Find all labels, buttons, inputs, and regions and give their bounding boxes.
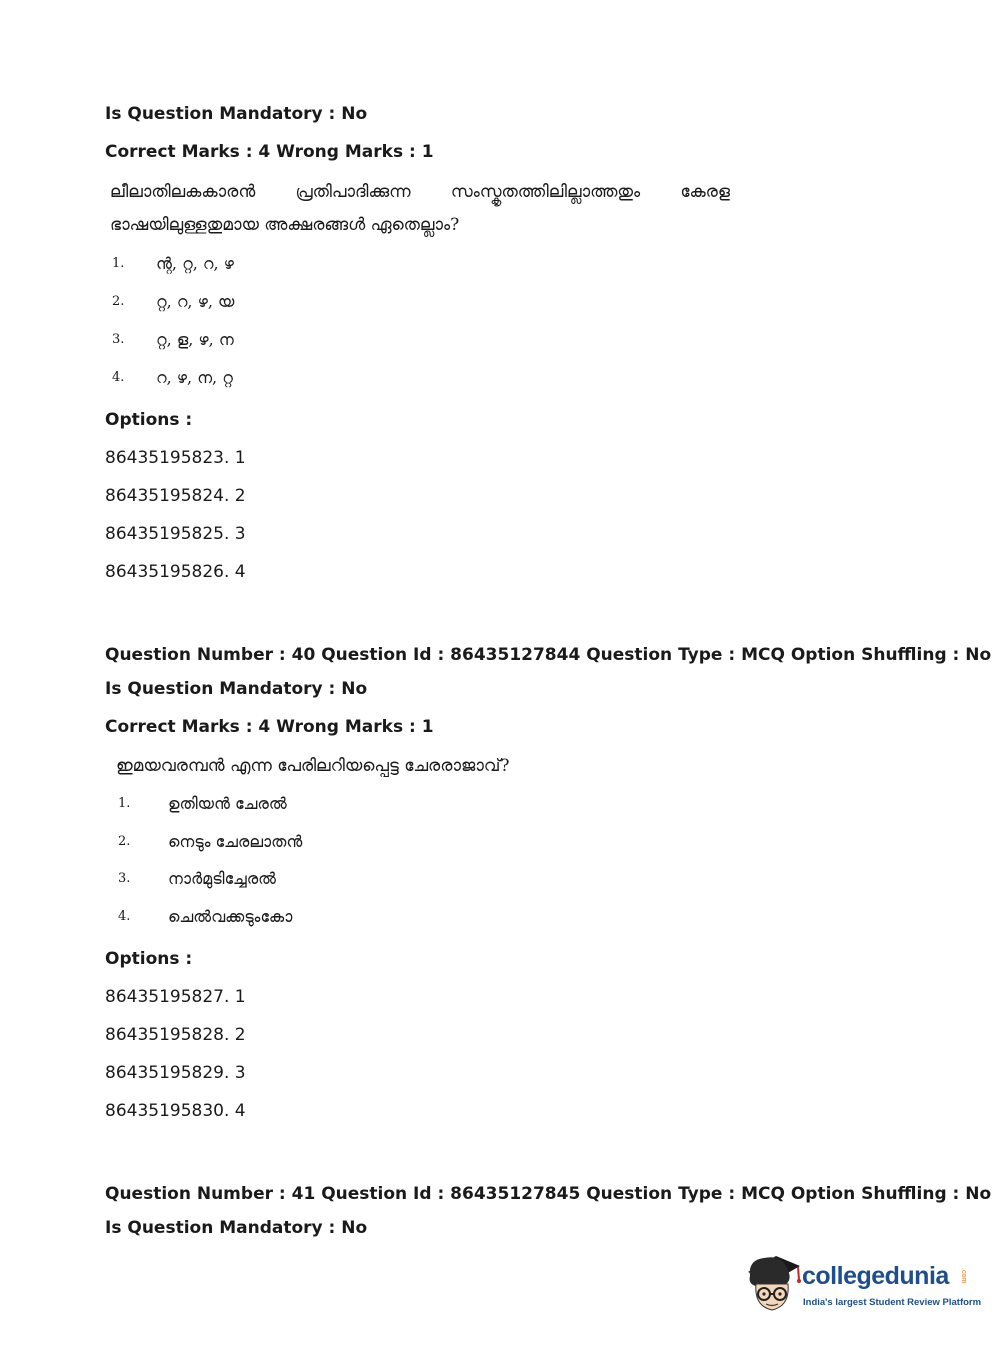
- choice-text: റ്റ, റ, ഴ, യ: [156, 292, 235, 311]
- logo-tagline: India's largest Student Review Platform: [803, 1297, 982, 1308]
- q39-options-label: Options :: [105, 410, 193, 430]
- choice-number: 4.: [112, 370, 125, 385]
- choice-text: ഉതിയൻ ചേരൽ: [168, 794, 287, 813]
- q39-question-text: ലീലാതിലകകാരൻ പ്രതിപാദിക്കുന്ന സംസ്കൃതത്തിലില്ലാത്തതും കേരള ഭാഷയിലുള്ളതുമായ അക്ഷരങ്ങൾ ഏതെല്ലാം?: [110, 182, 730, 235]
- choice-number: 2.: [112, 294, 125, 309]
- q39-option-2: 86435195824. 2: [105, 486, 246, 506]
- q40-option-3: 86435195829. 3: [105, 1063, 246, 1083]
- q40-option-1: 86435195827. 1: [105, 987, 246, 1007]
- choice-text: റ, ഴ, ന, റ്റ: [156, 368, 233, 387]
- logo-brand-text: collegedunia: [802, 1262, 949, 1290]
- choice-number: 1.: [118, 796, 131, 811]
- choice-text: റ്റ, ള, ഴ, ന: [156, 330, 234, 349]
- q39-option-1: 86435195823. 1: [105, 448, 246, 468]
- q39-mandatory: Is Question Mandatory : No: [105, 104, 368, 124]
- mascot-icon: [742, 1250, 802, 1320]
- q40-mandatory: Is Question Mandatory : No: [105, 679, 368, 699]
- choice-number: 4.: [118, 909, 131, 924]
- q40-marks: Correct Marks : 4 Wrong Marks : 1: [105, 717, 434, 737]
- choice-number: 2.: [118, 834, 131, 849]
- choice-number: 3.: [112, 332, 125, 347]
- logo-suffix: .com: [960, 1268, 967, 1284]
- q41-header: Question Number : 41 Question Id : 86435127845 Question Type : MCQ Option Shuffling : No: [105, 1184, 992, 1204]
- q40-option-4: 86435195830. 4: [105, 1101, 246, 1121]
- choice-text: നാർമുടിച്ചേരൽ: [168, 869, 276, 888]
- choice-number: 3.: [118, 871, 131, 886]
- collegedunia-logo: [742, 1250, 982, 1320]
- choice-number: 1.: [112, 256, 125, 271]
- q39-option-3: 86435195825. 3: [105, 524, 246, 544]
- q39-marks: Correct Marks : 4 Wrong Marks : 1: [105, 142, 434, 162]
- q40-header: Question Number : 40 Question Id : 86435127844 Question Type : MCQ Option Shuffling : No: [105, 645, 992, 665]
- choice-text: നെടും ചേരലാതൻ: [168, 832, 303, 851]
- q41-mandatory: Is Question Mandatory : No: [105, 1218, 368, 1238]
- q40-option-2: 86435195828. 2: [105, 1025, 246, 1045]
- choice-text: ന്റ, റ്റ, റ, ഴ: [156, 254, 234, 273]
- q39-option-4: 86435195826. 4: [105, 562, 246, 582]
- q40-question-text: ഇമയവരമ്പൻ എന്ന പേരിലറിയപ്പെട്ട ചേരരാജാവ്?: [116, 756, 510, 776]
- q40-options-label: Options :: [105, 949, 193, 969]
- choice-text: ചെൽവക്കടുംകോ: [168, 907, 293, 926]
